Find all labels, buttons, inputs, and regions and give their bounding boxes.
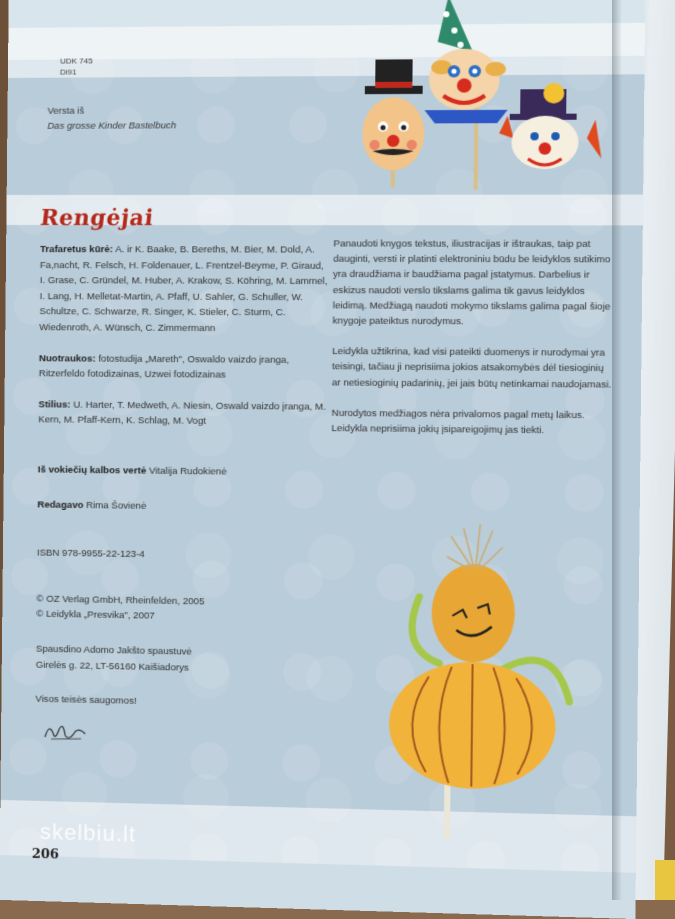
credit-block xyxy=(39,242,329,337)
translated-from xyxy=(47,103,176,134)
page-number: 206 xyxy=(31,846,60,863)
credits-column xyxy=(35,242,329,714)
credit-block xyxy=(37,497,326,516)
clown-left xyxy=(362,59,425,187)
translated-from-label: Versta iš xyxy=(47,105,85,117)
credit-label: Trafaretus kūrė: xyxy=(40,244,114,256)
credit-text: Vitalija Rudokienė xyxy=(146,465,227,478)
watermark: skelbiu.lt xyxy=(39,818,137,847)
copyright-line: © Leidykla „Presvika", 2007 xyxy=(36,608,155,623)
pumpkin-doll-illustration xyxy=(386,515,598,846)
rights-notice: Visos teisės saugomos! xyxy=(35,693,137,707)
clown-center xyxy=(424,0,509,190)
legal-paragraph: Leidykla užtikrina, kad visi pateikti duomenys ir nurodymai yra teisingi, tačiau ji neprisiima jokios atsakomybės dėl tiesioginių ar netiesioginių padarinių, jei jais būtų netinkamai naudojamasi. xyxy=(331,346,612,391)
credit-text: fotostudija „Mareth", Oswaldo vaizdo įranga, Ritzerfeldo fotodizainas, Uzwei fotodizainas xyxy=(38,353,290,381)
clown-right xyxy=(499,83,603,169)
isbn: ISBN 978-9955-22-123-4 xyxy=(36,547,145,561)
credit-text: Rima Šovienė xyxy=(83,499,147,512)
printer-line: Girelės g. 22, LT-56160 Kaišiadorys xyxy=(35,659,189,674)
clown-illustration xyxy=(341,0,614,195)
page-heading: Rengėjai xyxy=(38,204,155,232)
credit-text: A. ir K. Baake, B. Bereths, M. Bier, M. Dold, A. Fa,nacht, R. Felsch, H. Foldenauer, L. Frentzel-Beyme, P. Giraud, I. Grase, C. Gründel, M. Huber, A. Krakow, S. Köhring, M. Lammel, I. Lang, H. Melletat-Martin, A. Pfaff, U. Sahler, G. Schuller, W. Schultze, C. Schwarze, R. Singer, K. Stieler, C. Sturm, C. Wiedenroth, A. Wünsch, C. Zimmermann xyxy=(39,244,328,335)
gutter-shadow xyxy=(612,0,622,900)
credit-block xyxy=(39,351,328,384)
credit-label: Stilius: xyxy=(38,399,71,411)
printer-line: Spausdino Adomo Jakšto spaustuvė xyxy=(35,643,192,658)
credit-block xyxy=(38,397,327,431)
legal-paragraph: Nurodytos medžiagos nėra privalomos pagal metų laikus. Leidykla neprisiima jokių įsipareigojimų jas tiekti. xyxy=(331,407,585,437)
credit-block xyxy=(38,462,327,481)
legal-column xyxy=(331,236,614,454)
legal-paragraph: Panaudoti knygos tekstus, iliustracijas ir ištraukas, taip pat dauginti, versti ir platinti elektroniniu būdu be leidyklos sutikimo yra draudžiama ir baudžiama pagal įstatymus. Darbelius ir eskizus naudoti verslo tikslams galima tik gavus leidyklos leidimą. Medžiagą naudoti mokymo tikslams galima pagal šioje knygoje pateiktus nurodymus. xyxy=(332,238,611,328)
credit-label: Nuotraukos: xyxy=(38,352,96,365)
book-cover-edge xyxy=(655,860,675,900)
signature-image xyxy=(41,719,91,746)
udk-line: Di91 xyxy=(59,67,77,77)
udk-line: UDK 745 xyxy=(60,56,93,66)
credit-label: Redagavo xyxy=(37,498,84,511)
udk-code xyxy=(60,55,93,77)
copyright-line: © OZ Verlag GmbH, Rheinfelden, 2005 xyxy=(36,593,205,608)
original-title: Das grosse Kinder Bastelbuch xyxy=(47,120,177,132)
credit-label: Iš vokiečių kalbos vertė xyxy=(37,464,147,477)
credit-text: U. Harter, T. Medweth, A. Niesin, Oswald vaizdo įranga, M. Kern, M. Pfaff-Kern, K. Schlag, M. Vogt xyxy=(38,399,327,428)
